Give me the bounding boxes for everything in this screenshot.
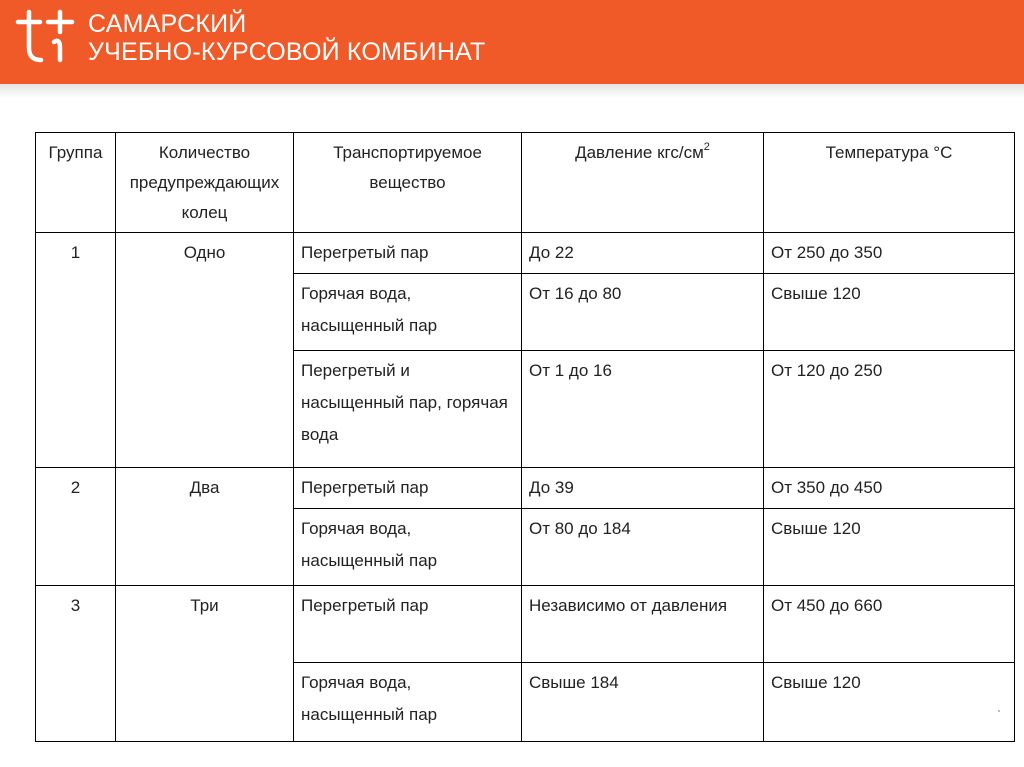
brand-line-2: УЧЕБНО-КУРСОВОЙ КОМБИНАТ [88, 38, 486, 66]
temperature-cell: Свыше 120 [764, 663, 1015, 742]
temperature-cell: От 120 до 250 [764, 351, 1015, 468]
rings-cell: Два [116, 468, 294, 586]
substance-cell: Перегретый пар [294, 586, 522, 663]
substance-cell: Перегретый пар [294, 233, 522, 274]
rings-cell: Одно [116, 233, 294, 468]
substance-cell: Горячая вода, насыщенный пар [294, 274, 522, 351]
substance-cell: Горячая вода, насыщенный пар [294, 663, 522, 742]
group-cell: 1 [36, 233, 116, 468]
pressure-cell: До 22 [522, 233, 764, 274]
substance-cell: Горячая вода, насыщенный пар [294, 509, 522, 586]
header-pressure-label: Давление кгс/см [575, 143, 704, 162]
header-pressure [522, 133, 764, 233]
table-row [36, 468, 1015, 509]
table-row [36, 233, 1015, 274]
pressure-cell: Свыше 184 [522, 663, 764, 742]
pressure-cell: От 16 до 80 [522, 274, 764, 351]
brand-name [88, 10, 486, 66]
pressure-cell: От 1 до 16 [522, 351, 764, 468]
header-shadow [0, 84, 1024, 98]
table-header-row [36, 133, 1015, 233]
pressure-cell: От 80 до 184 [522, 509, 764, 586]
brand-line-1: САМАРСКИЙ [88, 10, 247, 38]
pressure-cell: Независимо от давления [522, 586, 764, 663]
group-cell: 2 [36, 468, 116, 586]
temperature-cell: Свыше 120 [764, 509, 1015, 586]
rings-cell: Три [116, 586, 294, 742]
header-group: Группа [36, 133, 116, 233]
marking-table [35, 132, 1015, 742]
temperature-cell: От 450 до 660 [764, 586, 1015, 663]
header-pressure-sup: 2 [703, 141, 710, 153]
table-row [36, 586, 1015, 663]
temperature-cell: От 250 до 350 [764, 233, 1015, 274]
temperature-cell: От 350 до 450 [764, 468, 1015, 509]
decorative-dot [998, 710, 1000, 712]
substance-cell: Перегретый и насыщенный пар, горячая вода [294, 351, 522, 468]
pressure-cell: До 39 [522, 468, 764, 509]
header-substance: Транспортируемое вещество [294, 133, 522, 233]
header-rings: Количество предупреждающих колец [116, 133, 294, 233]
header-bar [0, 0, 1024, 84]
substance-cell: Перегретый пар [294, 468, 522, 509]
group-cell: 3 [36, 586, 116, 742]
tt-plus-logo-icon [14, 8, 78, 68]
header-temperature: Температура °С [764, 133, 1015, 233]
temperature-cell: Свыше 120 [764, 274, 1015, 351]
